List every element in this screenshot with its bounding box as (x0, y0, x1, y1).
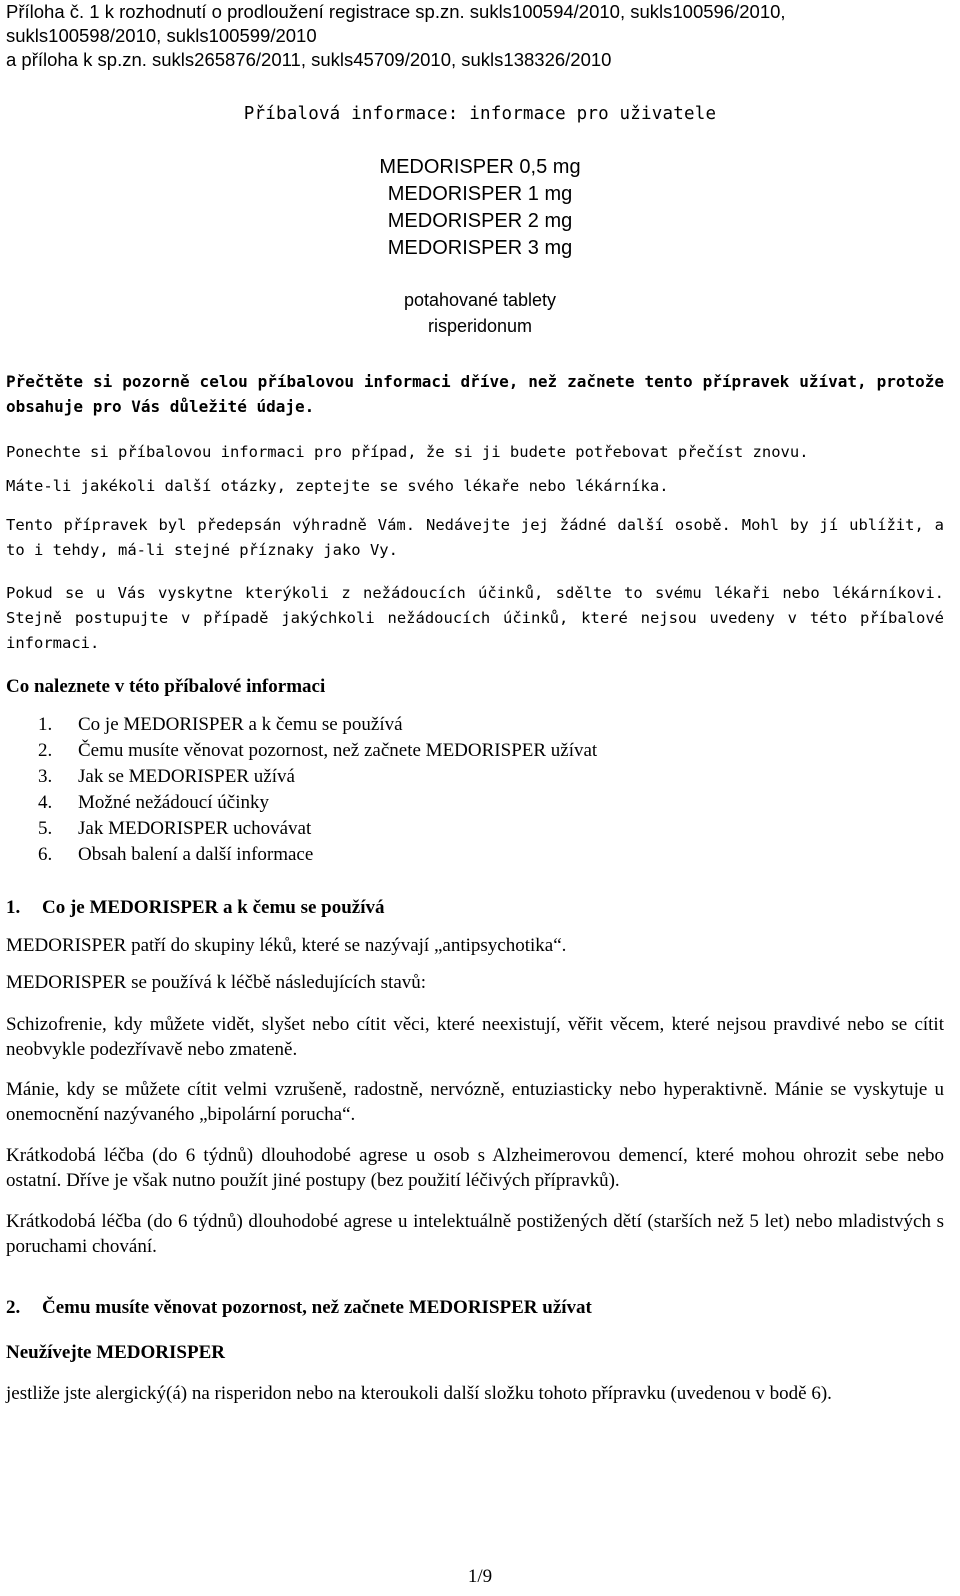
header-line-1: Příloha č. 1 k rozhodnutí o prodloužení registrace sp.zn. sukls100594/2010, sukls100596/2010, (6, 1, 786, 22)
toc-item-label: Jak se MEDORISPER užívá (78, 766, 295, 787)
page-number: 1/9 (467, 1566, 493, 1587)
toc-item-number: 3. (38, 766, 53, 787)
toc-item-number: 6. (38, 844, 53, 865)
advice-prescribed-only: Tento přípravek byl předepsán výhradně Vám. Nedávejte jej žádné další osobě. Mohl by jí ublížit, a to i tehdy, má-li stejné příznaky jako Vy. (6, 516, 944, 559)
toc-item-number: 1. (38, 714, 53, 735)
advice-questions: Máte-li jakékoli další otázky, zeptejte se svého lékaře nebo lékárníka. (6, 477, 669, 495)
toc-item-label: Obsah balení a další informace (78, 844, 314, 865)
pharmaceutical-form: potahované tablety (403, 290, 557, 310)
toc-heading: Co naleznete v této příbalové informaci (6, 676, 326, 697)
toc-item (38, 740, 597, 762)
section-1-paragraph: Mánie, kdy se můžete cítit velmi vzrušeně, radostně, nervózně, entuziasticky nebo hyperaktivně. Mánie se vyskytuje u onemocnění nazývaného „bipolární porucha“. (6, 1079, 944, 1125)
product-name-4: MEDORISPER 3 mg (387, 237, 573, 259)
toc-item-label: Čemu musíte věnovat pozornost, než začnete MEDORISPER užívat (78, 740, 598, 761)
section-2-paragraph: jestliže jste alergický(á) na risperidon nebo na kteroukoli další složku tohoto přípravku (uvedenou v bodě 6). (6, 1383, 832, 1404)
toc-item (38, 818, 311, 840)
toc-item-label: Co je MEDORISPER a k čemu se používá (78, 714, 403, 735)
toc-item-label: Jak MEDORISPER uchovávat (78, 818, 312, 839)
section-1-paragraph: Krátkodobá léčba (do 6 týdnů) dlouhodobé agrese u osob s Alzheimerovou demencí, které mohou ohrozit sebe nebo ostatní. Dříve je však nutno použít jiné postupy (bez použití léčivých přípravků). (6, 1145, 944, 1191)
read-carefully-warning: Přečtěte si pozorně celou příbalovou informaci dříve, než začnete tento přípravek užívat, protože obsahuje pro Vás důležité údaje. (6, 372, 944, 416)
toc-item (38, 714, 403, 736)
header-line-3: a příloha k sp.zn. sukls265876/2011, sukls45709/2010, sukls138326/2010 (6, 49, 612, 70)
toc-item (38, 844, 313, 866)
toc-item-number: 5. (38, 818, 53, 839)
section-2-title: Čemu musíte věnovat pozornost, než začnete MEDORISPER užívat (42, 1297, 592, 1318)
product-name-1: MEDORISPER 0,5 mg (379, 156, 581, 178)
section-1-number: 1. (6, 897, 21, 918)
product-name-2: MEDORISPER 1 mg (387, 183, 573, 205)
toc-item (38, 792, 269, 814)
product-name-3: MEDORISPER 2 mg (387, 210, 573, 232)
advice-keep-leaflet: Ponechte si příbalovou informaci pro případ, že si ji budete potřebovat přečíst znovu. (6, 443, 809, 461)
section-2-subheading: Neužívejte MEDORISPER (6, 1342, 225, 1363)
section-1-title: Co je MEDORISPER a k čemu se používá (42, 897, 385, 918)
leaflet-title: Příbalová informace: informace pro uživatele (243, 104, 717, 124)
section-1-paragraph: Krátkodobá léčba (do 6 týdnů) dlouhodobé agrese u intelektuálně postižených dětí (starších než 5 let) nebo mladistvých s poruchami chování. (6, 1211, 944, 1257)
advice-side-effects: Pokud se u Vás vyskytne kterýkoli z nežádoucích účinků, sdělte to svému lékaři nebo lékárníkovi. Stejně postupujte v případě jakýchkoli nežádoucích účinků, které nejsou uvedeny v této příbalové informaci. (6, 584, 944, 652)
section-2-number: 2. (6, 1297, 21, 1318)
toc-item-number: 4. (38, 792, 53, 813)
section-1-paragraph: MEDORISPER se používá k léčbě následujících stavů: (6, 972, 427, 993)
active-substance: risperidonum (427, 316, 533, 336)
toc-item-number: 2. (38, 740, 53, 761)
toc-item-label: Možné nežádoucí účinky (78, 792, 269, 813)
section-2-heading (6, 1297, 592, 1319)
section-1-heading (6, 897, 385, 919)
section-1-paragraph: MEDORISPER patří do skupiny léků, které se nazývají „antipsychotika“. (6, 935, 567, 956)
section-1-paragraph: Schizofrenie, kdy můžete vidět, slyšet nebo cítit věci, které neexistují, věřit věcem, které nejsou pravdivé nebo se cítit neobvykle podezřívavě nebo zmateně. (6, 1014, 944, 1060)
header-line-2: sukls100598/2010, sukls100599/2010 (6, 25, 317, 46)
toc-item (38, 766, 295, 788)
